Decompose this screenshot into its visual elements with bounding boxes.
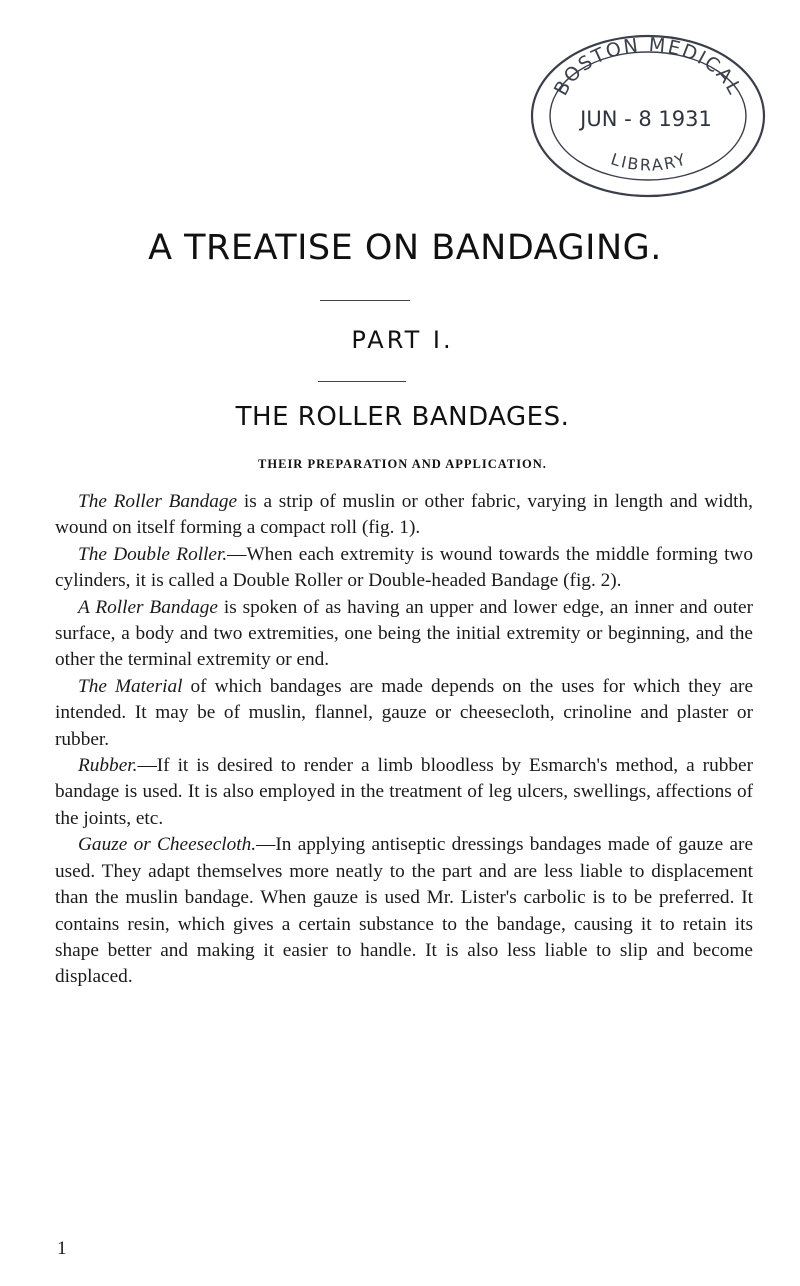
stamp-date: JUN - 8 1931 <box>580 107 712 131</box>
stamp-arc-text: BOSTON MEDICAL <box>549 33 747 100</box>
paragraph-term: Gauze or Cheesecloth. <box>78 834 257 856</box>
paragraph-roller-parts <box>55 595 753 674</box>
page-number: 1 <box>57 1238 67 1259</box>
paragraph-text: is spoken of as having an upper and lower edge, an inner and outer surface, a body and two extremities, one being the initial extremity or beginning, and the other the terminal extremity or end. <box>55 596 753 671</box>
paragraph-text: is a strip of muslin or other fabric, varying in length and width, wound on itself forming a compact roll (fig. 1). <box>55 491 754 539</box>
paragraph-term: A Roller Bandage <box>78 596 218 618</box>
paragraph-term: Rubber. <box>78 755 138 777</box>
section-heading: THE ROLLER BANDAGES. <box>235 402 570 432</box>
paragraph-gauze <box>55 832 753 990</box>
paragraph-roller-bandage <box>55 489 753 542</box>
paragraph-double-roller <box>55 542 753 595</box>
stamp-seal <box>520 30 770 198</box>
paragraph-text: —When each extremity is wound towards the middle forming two cylinders, it is called a Double Roller or Double-headed Bandage (fig. 2). <box>55 543 753 592</box>
page-title: A TREATISE ON BANDAGING. <box>148 228 662 268</box>
stamp-bottom-text: LIBRARY <box>608 149 690 175</box>
part-divider <box>318 381 406 382</box>
paragraph-text: of which bandages are made depends on the uses for which they are intended. It may be of muslin, flannel, gauze or cheesecloth, crinoline and plaster or rubber. <box>55 675 754 750</box>
paragraph-material <box>55 674 753 753</box>
section-subheading: THEIR PREPARATION AND APPLICATION. <box>258 457 547 471</box>
paragraph-term: The Roller Bandage <box>78 491 238 512</box>
paragraph-term: The Material <box>78 675 183 697</box>
title-divider <box>320 300 410 301</box>
paragraph-text: —If it is desired to render a limb bloodless by Esmarch's method, a rubber bandage is used. It is also employed in the treatment of leg ulcers, swellings, affections of the joints, etc. <box>55 755 753 829</box>
paragraph-term: The Double Roller. <box>78 543 228 565</box>
body-text <box>55 489 753 991</box>
paragraph-rubber <box>55 753 753 832</box>
paragraph-text: —In applying antiseptic dressings bandages made of gauze are used. They adapt themselves more neatly to the part and are less liable to displacement than the muslin bandage. When gauze is used Mr. Lister's carbolic is to be preferred. It contains resin, which gives a certain substance to the bandage, causing it to retain its shape better and making it easier to handle. It is also less liable to slip and become displaced. <box>55 834 753 988</box>
library-stamp <box>520 30 770 198</box>
part-heading: PART I. <box>351 326 454 354</box>
